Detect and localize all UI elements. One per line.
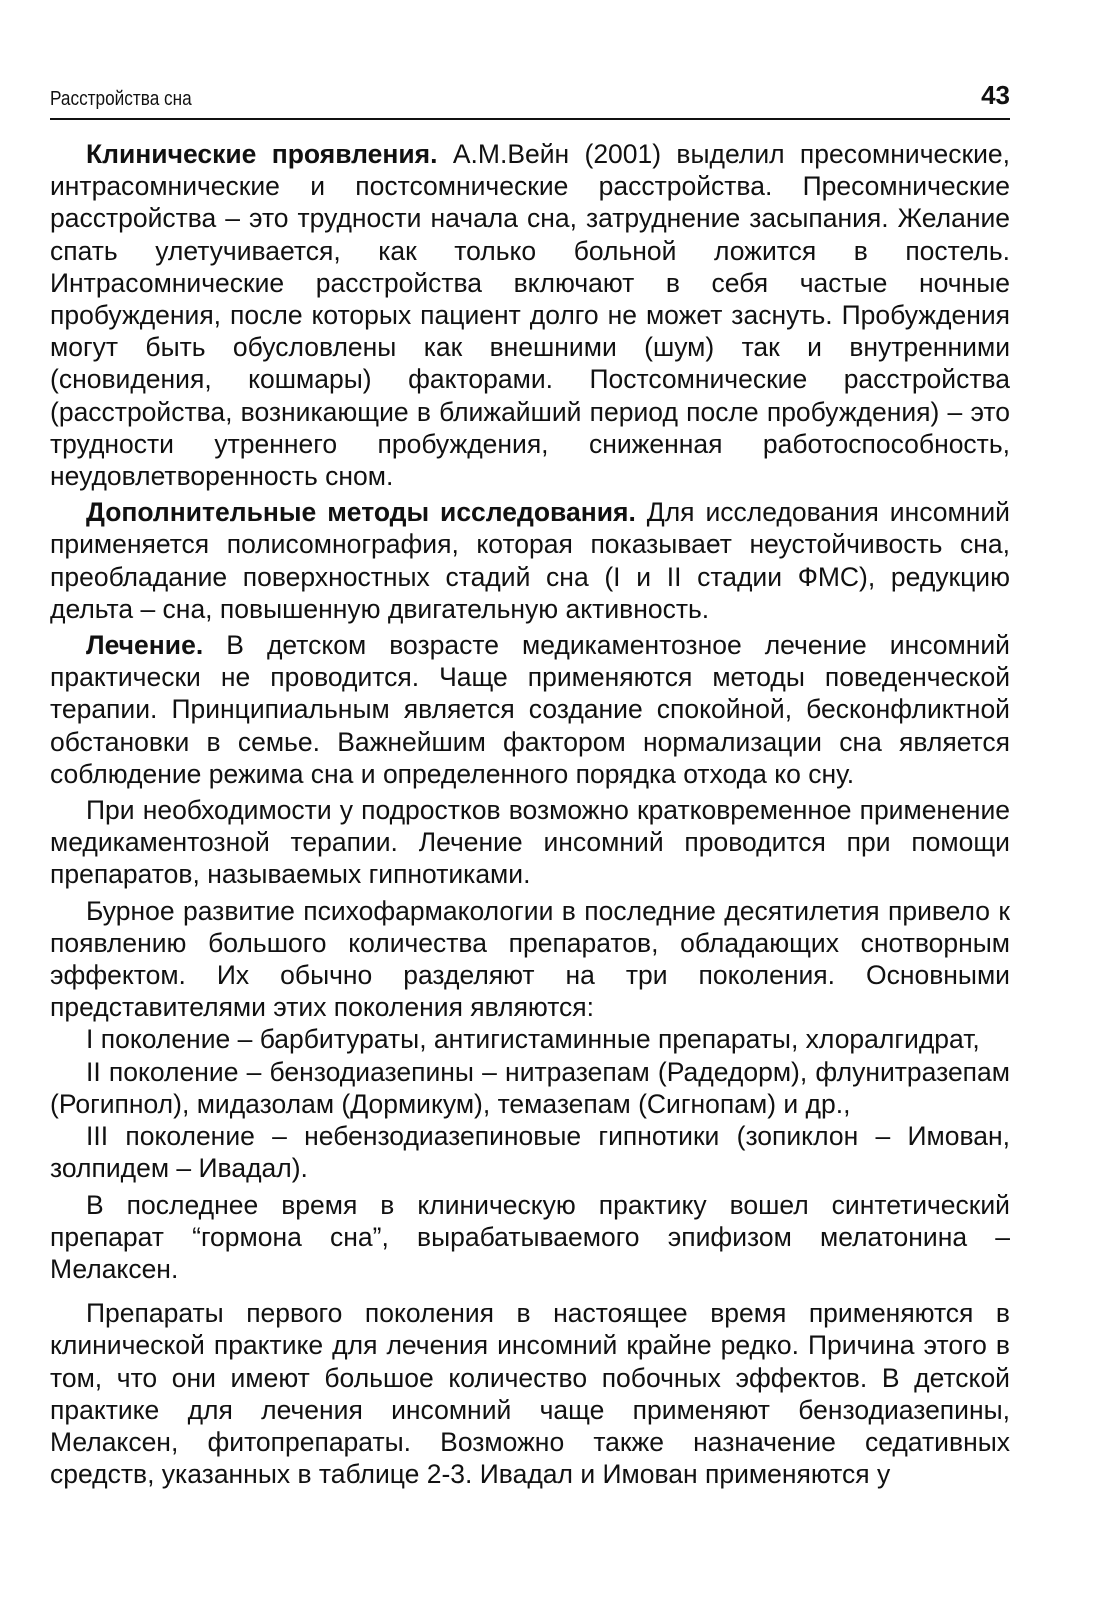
paragraph-adolescent-therapy: При необходимости у подростков возможно кратковременное применение медикаментозной терапии. Лечение инсомний проводится при помощи препаратов, называемых гипнотиками. bbox=[50, 795, 1010, 890]
list-item-generation-3: III поколение – небензодиазепиновые гипнотики (зопиклон – Имован, золпидем – Ивадал). bbox=[50, 1121, 1010, 1184]
paragraph-psychopharmacology: Бурное развитие психофармакологии в последние десятилетия привело к появлению большого количества препаратов, обладающих снотворным эффектом. Их обычно разделяют на три поколения. Основными представителями этих поколения являются: bbox=[50, 895, 1010, 1023]
heading-additional-methods: Дополнительные методы исследования. bbox=[86, 497, 636, 528]
paragraph-treatment bbox=[50, 629, 1010, 790]
list-item-generation-1: I поколение – барбитураты, антигистаминные препараты, хлоралгидрат, bbox=[86, 1024, 980, 1055]
running-title: Расстройства сна bbox=[50, 88, 192, 110]
page-number: 43 bbox=[981, 80, 1010, 110]
paragraph-text: А.М.Вейн (2001) выделил пресомнические, интрасомнические и постсомнические расстройства. Пресомнические расстройства – это трудности начала сна, затруднение засыпания. Желание спать улетучивается, как только больной ложится в постель. Интрасомнические расстройства включают в себя частые ночные пробуждения, после которых пациент долго не может заснуть. Пробуждения могут быть обусловлены как внешними (шум) так и внутренними (сновидения, кошмары) факторами. Постсомнические расстройства (расстройства, возникающие в ближайший период после пробуждения) – это трудности утреннего пробуждения, сниженная работоспособность, неудовлетворенность сном. bbox=[50, 139, 1010, 492]
paragraph-melaxen: В последнее время в клиническую практику вошел синтетический препарат “гормона сна”, вырабатываемого эпифизом мелатонина – Мелаксен. bbox=[50, 1189, 1010, 1284]
heading-treatment: Лечение. bbox=[86, 630, 204, 661]
running-head bbox=[50, 76, 1010, 120]
paragraph-text: Для исследования инсомний применяется полисомнография, которая показывает неустойчивость сна, преобладание поверхностных стадий сна (I и II стадии ФМС), редукцию дельта – сна, повышенную двигательную активность. bbox=[50, 497, 1010, 624]
paragraph-text: В детском возрасте медикаментозное лечение инсомний практически не проводится. Чаще применяются методы поведенческой терапии. Принципиальным является создание спокойной, бесконфликтной обстановки в семье. Важнейшим фактором нормализации сна является соблюдение режима сна и определенного порядка отхода ко сну. bbox=[50, 630, 1010, 789]
heading-clinical-manifestations: Клинические проявления. bbox=[86, 139, 438, 169]
body-text bbox=[50, 138, 1010, 1490]
paragraph-additional-methods bbox=[50, 496, 1010, 625]
paragraph-clinical-manifestations bbox=[50, 138, 1010, 492]
paragraph-first-generation-usage: Препараты первого поколения в настоящее время применяются в клинической практике для лечения инсомний крайне редко. Причина этого в том, что они имеют большое количество побочных эффектов. В детской практике для лечения инсомний чаще применяют бензодиазепины, Мелаксен, фитопрепараты. Возможно также назначение седативных средств, указанных в таблице 2-3. Ивадал и Имован применяются у bbox=[50, 1298, 1010, 1490]
list-item-generation-2: II поколение – бензодиазепины – нитразепам (Радедорм), флунитразепам (Рогипнол), мидазолам (Дормикум), темазепам (Сигнопам) и др., bbox=[50, 1056, 1010, 1119]
